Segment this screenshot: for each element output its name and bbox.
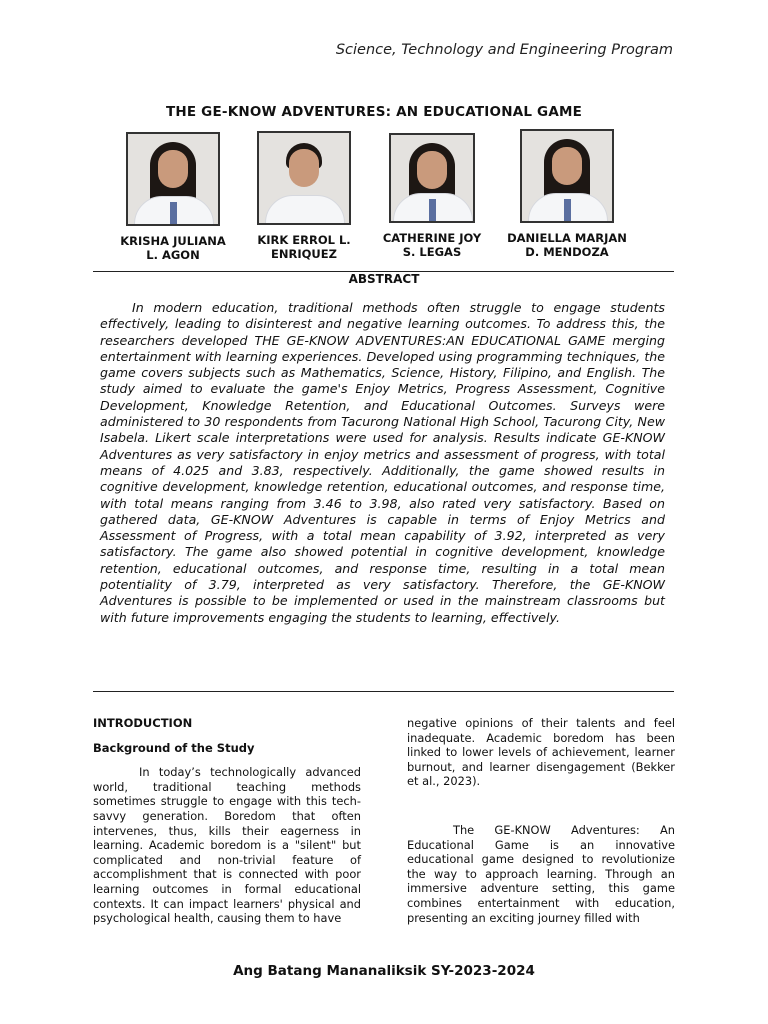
page-footer: Ang Batang Mananaliksik SY-2023-2024 xyxy=(233,963,535,979)
intro-paragraph: In today’s technologically advanced world, traditional teaching methods sometimes struggle to engage with this tech-savvy generation. Boredom that often intervenes, thus, kills their eagerness in learning. Academic boredom is a "silent" but complicated and non-trivial feature of accomplishment that is connected with poor learning outcomes in formal educational contexts. It can impact learners' physical and psychological health, causing them to have xyxy=(93,765,361,926)
abstract-body: In modern education, traditional methods often struggle to engage students effectively, leading to disinterest and negative learning outcomes. To address this, the researchers developed THE GE-KNOW ADVENTURES:AN EDUCATIONAL GAME merging entertainment with learning experiences. Developed using programming techniques, the game covers subjects such as Mathematics, Science, History, Filipino, and English. The study aimed to evaluate the game's Enjoy Metrics, Progress Assessment, Cognitive Development, Knowledge Retention, and Educational Outcomes. Surveys were administered to 30 respondents from Tacurong National High School, Tacurong City, New Isabela. Likert scale interpretations were used for analysis. Results indicate GE-KNOW Adventures as very satisfactory in enjoy metrics and assessment of progress, with total means of 4.025 and 3.83, respectively. Additionally, the game showed results in cognitive development, knowledge retention, educational outcomes, and response time, with total means ranging from 3.46 to 3.98, also rated very satisfactory. Based on gathered data, GE-KNOW Adventures is capable in terms of Enjoy Metrics and Assessment of Progress, with a total mean capability of 3.92, interpreted as very satisfactory. The game also showed potential in cognitive development, knowledge retention, educational outcomes, and response time, resulting in a total mean potentiality of 3.79, interpreted as very satisfactory. Therefore, the GE-KNOW Adventures is possible to be implemented or used in the mainstream classrooms but with future improvements engaging the students to learning, effectively. xyxy=(100,300,665,625)
author-card xyxy=(502,129,632,259)
author-photo xyxy=(257,131,351,225)
divider xyxy=(93,691,674,692)
author-photo xyxy=(520,129,614,223)
left-column xyxy=(93,716,361,926)
author-name: KRISHA JULIANA L. AGON xyxy=(120,234,226,262)
intro-paragraph: The GE-KNOW Adventures: An Educational Game is an innovative educational game designed to revolutionize the way to approach learning. Through an immersive adventure setting, this game combines entertainment with education, presenting an exciting journey filled with xyxy=(407,822,675,925)
introduction-heading: INTRODUCTION xyxy=(93,716,193,730)
author-name: DANIELLA MARJAN D. MENDOZA xyxy=(507,231,627,259)
paper-title: THE GE-KNOW ADVENTURES: AN EDUCATIONAL GAME xyxy=(165,104,583,120)
author-name: KIRK ERROL L. ENRIQUEZ xyxy=(257,233,351,261)
author-card xyxy=(239,131,369,261)
abstract-heading: ABSTRACT xyxy=(348,272,420,286)
author-card xyxy=(108,132,238,262)
author-photo xyxy=(126,132,220,226)
author-photo xyxy=(389,133,475,223)
right-column xyxy=(407,716,675,925)
author-card xyxy=(367,133,497,259)
program-header: Science, Technology and Engineering Program xyxy=(335,42,673,58)
author-name: CATHERINE JOY S. LEGAS xyxy=(382,231,482,259)
intro-paragraph-continued: negative opinions of their talents and feel inadequate. Academic boredom has been linked to lower levels of achievement, learner burnout, and learner disengagement (Bekker et al., 2023). xyxy=(407,716,675,789)
background-subheading: Background of the Study xyxy=(93,740,255,755)
